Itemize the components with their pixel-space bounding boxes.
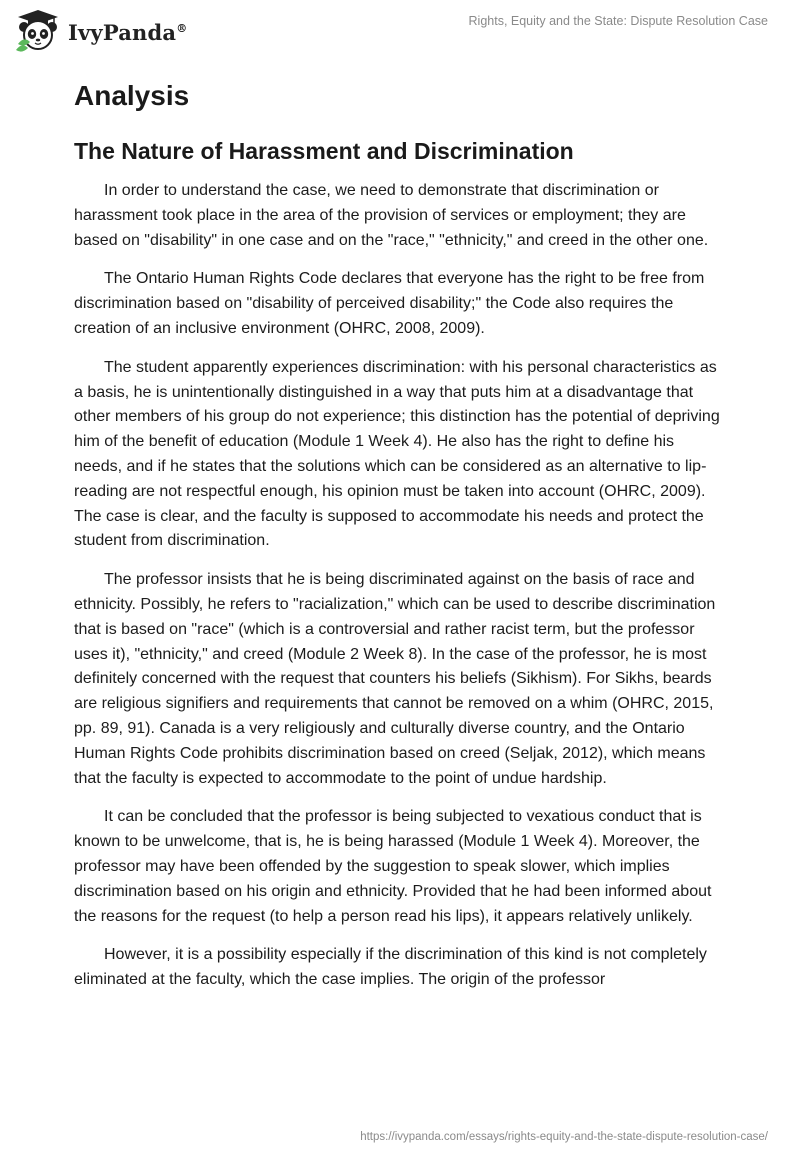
subsection-heading: The Nature of Harassment and Discrimination: [74, 138, 574, 164]
page-header: [0, 0, 800, 60]
essay-content: [74, 72, 726, 1007]
panda-graduate-icon: [14, 8, 62, 52]
paragraph-1: In order to understand the case, we need to demonstrate that discrimination or harassment took place in the area of the provision of services or employment; they are based on "disability" in one case and on the "race," "ethnicity," and creed in the other one.: [74, 182, 709, 249]
paragraph-3: The student apparently experiences discrimination: with his personal characteristics as a basis, he is unintentionally distinguished in a way that puts him at a disadvantage that other members of his group do not experience; this distinction has the potential of depriving him of the benefit of education (Module 1 Week 4). He also has the right to define his needs, and if he states that the solutions which can be considered as an alternative to lip-reading are not respectful enough, his opinion must be taken into account (OHRC, 2009). The case is clear, and the faculty is supposed to accommodate his needs and protect the student from discrimination.: [74, 358, 720, 550]
paragraph-5: It can be concluded that the professor is being subjected to vexatious conduct that is known to be unwelcome, that is, he is being harassed (Module 1 Week 4). Moreover, the professor may have been offended by the suggestion to speak slower, which implies discrimination based on his origin and ethnicity. Provided that he had been informed about the reasons for the request (to help a person read his lips), it appears relatively unlikely.: [74, 808, 712, 925]
source-url-link[interactable]: https://ivypanda.com/essays/rights-equity-and-the-state-dispute-resolution-case/: [360, 1131, 768, 1143]
ivypanda-logo[interactable]: [14, 8, 187, 52]
registered-mark: ®: [176, 21, 188, 35]
section-heading: Analysis: [74, 80, 190, 111]
paragraph-2: The Ontario Human Rights Code declares that everyone has the right to be free from discrimination based on "disability of perceived disability;" the Code also requires the creation of an inclusive environment (OHRC, 2008, 2009).: [74, 270, 705, 337]
brand-name: IvyPanda®: [68, 19, 188, 45]
paragraph-4: The professor insists that he is being discriminated against on the basis of race and ethnicity. Possibly, he refers to "racialization," which can be used to describe discrimination that is based on "race" (which is a controversial and rather racist term, but the professor uses it), "ethnicity," and creed (Module 2 Week 8). In the case of the professor, he is most definitely concerned with the request that counters his beliefs (Sikhism). For Sikhs, beards are religious signifiers and requirements that cannot be removed on a whim (OHRC, 2015, pp. 89, 91). Canada is a very religiously and culturally diverse country, and the Ontario Human Rights Code prohibits discrimination based on creed (Seljak, 2012), which means that the faculty is expected to accommodate to the point of undue hardship.: [74, 571, 716, 787]
essay-body: [74, 179, 726, 993]
document-title: Rights, Equity and the State: Dispute Resolution Case: [468, 14, 768, 28]
paragraph-6: However, it is a possibility especially if the discrimination of this kind is not completely eliminated at the faculty, which the case implies. The origin of the professor: [74, 946, 707, 989]
